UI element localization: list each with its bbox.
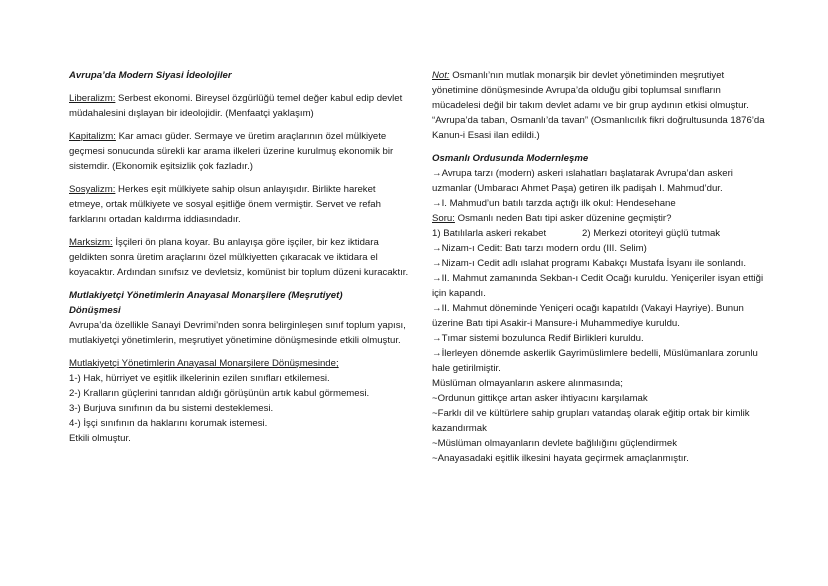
- army-line-3: →Nizam-ı Cedit: Batı tarzı modern ordu (III. Selim): [432, 243, 647, 254]
- list-item: 1-) Hak, hürriyet ve eşitlik ilkelerinin ezilen sınıfları etkilemesi.: [69, 373, 330, 384]
- question-text: Osmanlı neden Batı tipi asker düzenine geçmiştir?: [454, 213, 672, 224]
- section-title-monarchy: [69, 288, 409, 318]
- question-line: [432, 211, 772, 226]
- capitalism-term: Kapitalizm:: [69, 131, 116, 142]
- note-paragraph: [432, 68, 772, 143]
- section-text-monarchy: Avrupa’da özellikle Sanayi Devrimi’nden sonra belirginleşen sınıf toplum yapısı, mutlakiyetçi yönetimlerin, meşrutiyet yönetimine dönüşmesinde etkili olmuştur.: [69, 320, 406, 346]
- army-line-1: →Avrupa tarzı (modern) askeri ıslahatları başlatarak Avrupa’dan askeri uzmanlar (Umbaracı Ahmet Paşa) getiren ilk padişah I. Mahmud’dur.: [432, 168, 733, 194]
- left-column: [69, 68, 409, 446]
- answers-row: [432, 226, 772, 241]
- list-item: ~Ordunun gittikçe artan asker ihtiyacını karşılamak: [432, 393, 648, 404]
- answer-2: 2) Merkezi otoriteyi güçlü tutmak: [582, 228, 721, 239]
- note-label: Not:: [432, 70, 450, 81]
- list-conclusion: Etkili olmuştur.: [69, 433, 131, 444]
- marxism-term: Marksizm:: [69, 237, 113, 248]
- liberalism-term: Liberalizm:: [69, 93, 116, 104]
- list-title: Mutlakiyetçi Yönetimlerin Anayasal Monarşilere Dönüşmesinde;: [69, 358, 339, 369]
- list-item: 3-) Burjuva sınıfının da bu sistemi desteklemesi.: [69, 403, 274, 414]
- list-item: ~Anayasadaki eşitlik ilkesini hayata geçirmek amaçlanmıştır.: [432, 453, 689, 464]
- list-item: 2-) Kralların güçlerini tanrıdan aldığı görüşünün artık kabul görmemesi.: [69, 388, 370, 399]
- marxism-paragraph: [69, 235, 409, 280]
- socialism-term: Sosyalizm:: [69, 184, 116, 195]
- army-line-8: →İlerleyen dönemde askerlik Gayrimüslimlere bedelli, Müslümanlara zorunlu hale getirilmiştir.: [432, 348, 758, 374]
- question-label: Soru:: [432, 213, 455, 224]
- page-title: Avrupa’da Modern Siyasi İdeolojiler: [69, 70, 232, 81]
- socialism-paragraph: [69, 182, 409, 227]
- liberalism-text: Serbest ekonomi. Bireysel özgürlüğü temel değer kabul edip devlet müdahalesini dışlayan bir ideolojidir. (Menfaatçi yaklaşım): [69, 93, 403, 119]
- section-title-line-1: Mutlakiyetçi Yönetimlerin Anayasal Monarşilere (Meşrutiyet): [69, 290, 343, 301]
- socialism-text: Herkes eşit mülkiyete sahip olsun anlayışıdır. Birlikte hareket etmeye, ortak mülkiyete ve sosyal eşitliğe önem vermiştir. Servet ve refah farklarını ortadan kaldırma iddiasındadır.: [69, 184, 381, 225]
- army-line-9: Müslüman olmayanların askere alınmasında;: [432, 378, 623, 389]
- marxism-text: İşçileri ön plana koyar. Bu anlayışa göre işçiler, bir kez iktidara geldikten sonra üretim araçlarını özel mülkiyetten çıkaracak ve iktidara el koyacaktır. Ardından sınıfsız ve devletsiz, komünist bir toplum düzeni kuracaktır.: [69, 237, 409, 278]
- list-item: ~Farklı dil ve kültürlere sahip grupları vatandaş olarak eğitip ortak bir kimlik kazandırmak: [432, 408, 750, 434]
- army-line-4: →Nizam-ı Cedit adlı ıslahat programı Kabakçı Mustafa İsyanı ile sonlandı.: [432, 258, 747, 269]
- list-item: 4-) İşçi sınıfının da haklarını korumak istemesi.: [69, 418, 268, 429]
- reasons-list: [69, 371, 409, 446]
- aims-list: [432, 391, 772, 466]
- right-column: [432, 68, 772, 466]
- list-item: ~Müslüman olmayanların devlete bağlılığını güçlendirmek: [432, 438, 678, 449]
- army-line-7: →Tımar sistemi bozulunca Redif Birlikleri kuruldu.: [432, 333, 644, 344]
- note-text: Osmanlı’nın mutlak monarşik bir devlet yönetiminden meşrutiyet yönetimine dönüşmesinde Avrupa’da olduğu gibi toplumsal sınıfların mücadelesi değil bir takım devlet adamı ve bir grup aydının etkisi olmuştur. “Avrupa’da taban, Osmanlı’da tavan” (Osmanlıcılık fikri doğrultusunda 1876’da Kanun-i Esasi ilan edildi.): [432, 70, 765, 141]
- capitalism-paragraph: [69, 129, 409, 174]
- army-line-6: →II. Mahmut döneminde Yeniçeri ocağı kapatıldı (Vakayi Hayriye). Bunun üzerine Batı tipi Asakir-i Mansure-i Muhammediye kuruldu.: [432, 303, 744, 329]
- section-title-line-2: Dönüşmesi: [69, 305, 121, 316]
- liberalism-paragraph: [69, 91, 409, 121]
- section-title-army: Osmanlı Ordusunda Modernleşme: [432, 153, 589, 164]
- army-line-2: →I. Mahmud’un batılı tarzda açtığı ilk okul: Hendesehane: [432, 198, 676, 209]
- answer-1: 1) Batılılarla askeri rekabet: [432, 228, 547, 239]
- capitalism-text: Kar amacı güder. Sermaye ve üretim araçlarının özel mülkiyete geçmesi sonucunda sürekli kar arama ilkeleri üzerine kurulmuş ekonomik bir sistemdir. (Ekonomik eşitsizlik çok fazladır.): [69, 131, 394, 172]
- army-line-5: →II. Mahmut zamanında Sekban-ı Cedit Ocağı kuruldu. Yeniçeriler isyan ettiği için kapandı.: [432, 273, 764, 299]
